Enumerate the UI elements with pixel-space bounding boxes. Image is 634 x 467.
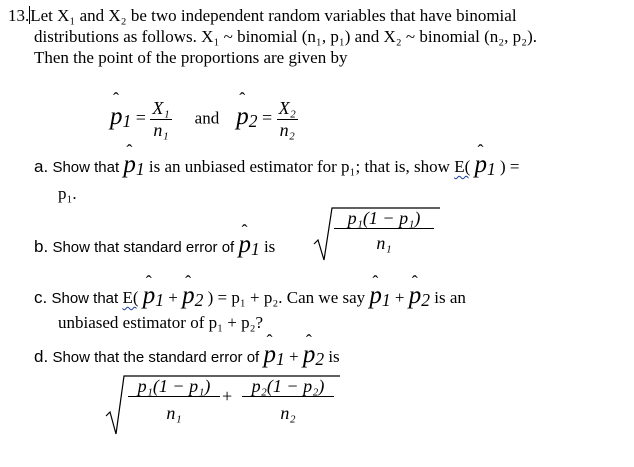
- equals-sign-2: =: [261, 107, 273, 128]
- problem-line-2: distributions as follows. X₁ ~ binomial (n₁, p₁) and X₂ ~ binomial (n₂, p₂).: [34, 27, 537, 46]
- p2-hat: ˆ $p_2$: [303, 345, 324, 369]
- p2-hat: ˆ $p_2$: [182, 286, 203, 310]
- expectation-e: E(: [454, 157, 471, 176]
- p1-hat: ˆ $p_1$: [123, 155, 144, 179]
- p2-hat: ˆ $p_2$: [409, 286, 430, 310]
- equals-sign: =: [135, 107, 146, 128]
- p1-hat: ˆ $p_1$: [474, 155, 495, 179]
- expectation-e: E(: [122, 288, 139, 307]
- p1-hat: ˆ $p_1$: [238, 235, 259, 259]
- part-a: a. Show that ˆ $p_1$ is an unbiased estimator for p₁; that is, show E( ˆ $p_1$ ) =: [34, 155, 519, 179]
- part-d: d. Show that the standard error of ˆ $p_1$ + ˆ $p_2$ is: [34, 345, 340, 369]
- p1-hat: ˆ $p_1$: [110, 103, 131, 132]
- p1-hat: ˆ $p_1$: [369, 286, 390, 310]
- fraction-x1-n1: $\frac{\text{X₁}}{\text{n₁}}$: [152, 98, 170, 140]
- p1-hat: ˆ $p_1$: [263, 345, 284, 369]
- estimator-formulas: [110, 98, 298, 141]
- part-a-line-2: p₁.: [58, 184, 77, 203]
- p2-hat: ˆ $p_2$: [236, 103, 257, 132]
- problem-number: 13.: [8, 6, 30, 25]
- problem-line-1: [8, 6, 517, 26]
- part-c-line-2: unbiased estimator of p₁ + p₂?: [58, 313, 264, 332]
- problem-line-3: Then the point of the proportions are given by: [34, 48, 348, 67]
- and-word: and: [194, 108, 220, 128]
- p1-hat: ˆ $p_1$: [143, 286, 164, 310]
- part-b: b. Show that standard error of ˆ $p_1$ is: [34, 205, 275, 229]
- problem-text-1: Let X₁ and X₂ be two independent random variables that have binomial: [30, 6, 517, 25]
- fraction-x2-n2: $\frac{\text{X₂}}{\text{n₂}}$: [278, 98, 296, 140]
- part-c: c. Show that E( ˆ $p_1$ + ˆ $p_2$ ) = p₁ + p₂. Can we say ˆ $p_1$ + ˆ $p_2$ is an: [34, 286, 466, 310]
